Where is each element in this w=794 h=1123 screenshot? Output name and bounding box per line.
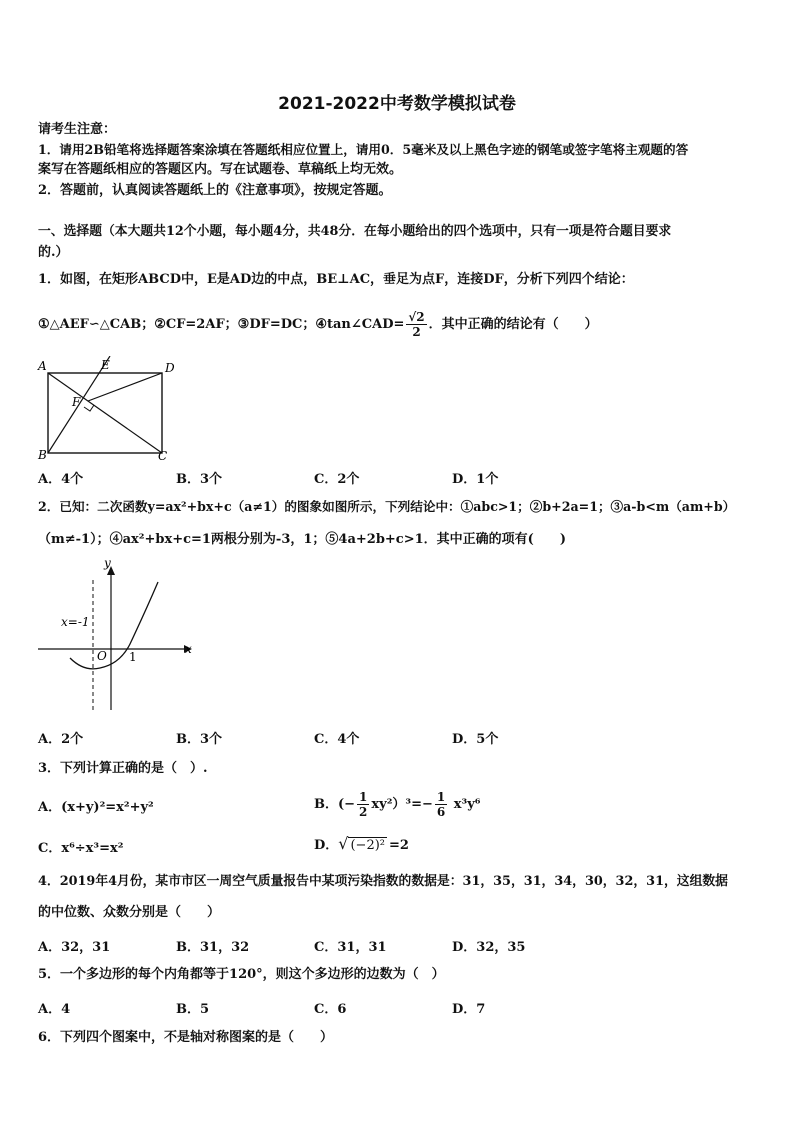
q1-fraction xyxy=(406,310,426,339)
q1-fraction-den: 2 xyxy=(412,325,421,339)
q3-option-d-radicand: (−2)² xyxy=(350,838,386,853)
q3-option-d-post: =2 xyxy=(389,838,409,853)
q2-stem-line2: （m≠-1）；④ax²+bx+c=1两根分别为-3，1；⑤4a+2b+c>1．其中正确的项有( ) xyxy=(38,532,566,547)
q3-option-c[interactable]: C．x⁶÷x³=x² xyxy=(38,841,124,856)
label-a: A xyxy=(38,359,47,373)
q3-option-b-mid: xy²）³=− xyxy=(371,797,433,812)
q3-option-b[interactable] xyxy=(314,790,480,819)
label-f: F xyxy=(72,395,81,409)
label-y: y xyxy=(104,560,111,570)
line-ac xyxy=(48,373,162,453)
q2-option-c[interactable]: C．4个 xyxy=(314,732,360,747)
page-title: 2021-2022中考数学模拟试卷 xyxy=(278,94,516,114)
label-b: B xyxy=(38,448,47,462)
q5-stem: 5．一个多边形的每个内角都等于120°，则这个多边形的边数为（ ） xyxy=(38,967,445,982)
q5-option-a[interactable]: A．4 xyxy=(38,1002,71,1017)
q3-option-a[interactable]: A．(x+y)²=x²+y² xyxy=(38,800,154,815)
q1-stem: 1．如图，在矩形ABCD中，E是AD边的中点，BE⊥AC，垂足为点F，连接DF，分析下列四个结论： xyxy=(38,272,634,287)
q2-stem-line1: 2．已知：二次函数y=ax²+bx+c（a≠1）的图象如图所示，下列结论中：①abc>1；②b+2a=1；③a-b<m（am+b） xyxy=(38,499,736,514)
q5-option-d[interactable]: D．7 xyxy=(452,1002,486,1017)
q5-option-c[interactable]: C．6 xyxy=(314,1002,347,1017)
notice-item1-line1: 1．请用2B铅笔将选择题答案涂填在答题纸相应位置上，请用0．5毫米及以上黑色字迹的钢笔或签字笔将主观题的答 xyxy=(38,142,689,157)
section-heading-line1: 一、选择题（本大题共12个小题，每小题4分，共48分．在每小题给出的四个选项中，只有一项是符合题目要求 xyxy=(38,224,672,239)
q1-conclusions xyxy=(38,310,598,339)
q3-option-b-frac2 xyxy=(435,790,447,819)
line-df xyxy=(88,373,162,401)
q3-option-b-frac1 xyxy=(357,790,369,819)
frac1-den: 2 xyxy=(359,805,368,819)
q1-conclusions-prefix: ①△AEF∽△CAB；②CF=2AF；③DF=DC；④tan∠CAD= xyxy=(38,317,405,332)
q1-conclusions-suffix: ．其中正确的结论有（ ） xyxy=(428,317,598,332)
notice-heading: 请考生注意： xyxy=(38,122,117,137)
label-d: D xyxy=(165,361,175,375)
q4-option-b[interactable]: B．31，32 xyxy=(176,940,250,955)
label-one: 1 xyxy=(129,650,137,664)
q1-rectangle-figure xyxy=(34,356,184,462)
q2-option-d[interactable]: D．5个 xyxy=(452,732,499,747)
q1-option-d[interactable]: D．1个 xyxy=(452,472,499,487)
q6-stem: 6．下列四个图案中，不是轴对称图案的是（ ） xyxy=(38,1030,334,1045)
q4-stem-line2: 的中位数、众数分别是（ ） xyxy=(38,905,221,920)
q4-option-c[interactable]: C．31，31 xyxy=(314,940,387,955)
q1-fraction-num: √2 xyxy=(408,310,425,324)
q1-option-b[interactable]: B．3个 xyxy=(176,472,223,487)
q3-stem: 3．下列计算正确的是（ ）. xyxy=(38,761,208,776)
right-angle-mark xyxy=(84,405,94,411)
q2-option-b[interactable]: B．3个 xyxy=(176,732,223,747)
label-e: E xyxy=(101,358,110,372)
sqrt-sign: √ xyxy=(338,834,349,853)
label-c: C xyxy=(158,449,168,462)
q2-parabola-figure xyxy=(34,560,204,712)
q3-option-d[interactable] xyxy=(314,834,409,853)
frac2-num: 1 xyxy=(436,790,446,804)
q4-option-d[interactable]: D．32，35 xyxy=(452,940,526,955)
q1-option-a[interactable]: A．4个 xyxy=(38,472,84,487)
q4-option-a[interactable]: A．32，31 xyxy=(38,940,111,955)
q3-option-b-pre: B．(− xyxy=(314,797,356,812)
label-axis-of-symmetry: x=-1 xyxy=(61,615,90,629)
q3-option-b-post: x³y⁶ xyxy=(453,797,481,812)
frac2-den: 6 xyxy=(436,805,446,819)
notice-item2: 2．答题前，认真阅读答题纸上的《注意事项》，按规定答题。 xyxy=(38,183,392,198)
q2-option-a[interactable]: A．2个 xyxy=(38,732,84,747)
q5-option-b[interactable]: B．5 xyxy=(176,1002,210,1017)
frac1-num: 1 xyxy=(359,790,368,804)
q1-option-c[interactable]: C．2个 xyxy=(314,472,360,487)
label-origin: O xyxy=(97,649,107,663)
notice-item1-line2: 案写在答题纸相应的答题区内。写在试题卷、草稿纸上均无效。 xyxy=(38,162,403,177)
q4-stem-line1: 4．2019年4月份，某市市区一周空气质量报告中某项污染指数的数据是：31，35，31，34，30，32，31，这组数据 xyxy=(38,874,728,889)
section-heading-line2: 的.） xyxy=(38,245,69,260)
label-x: x xyxy=(185,642,192,656)
q3-option-d-pre: D． xyxy=(314,838,339,853)
